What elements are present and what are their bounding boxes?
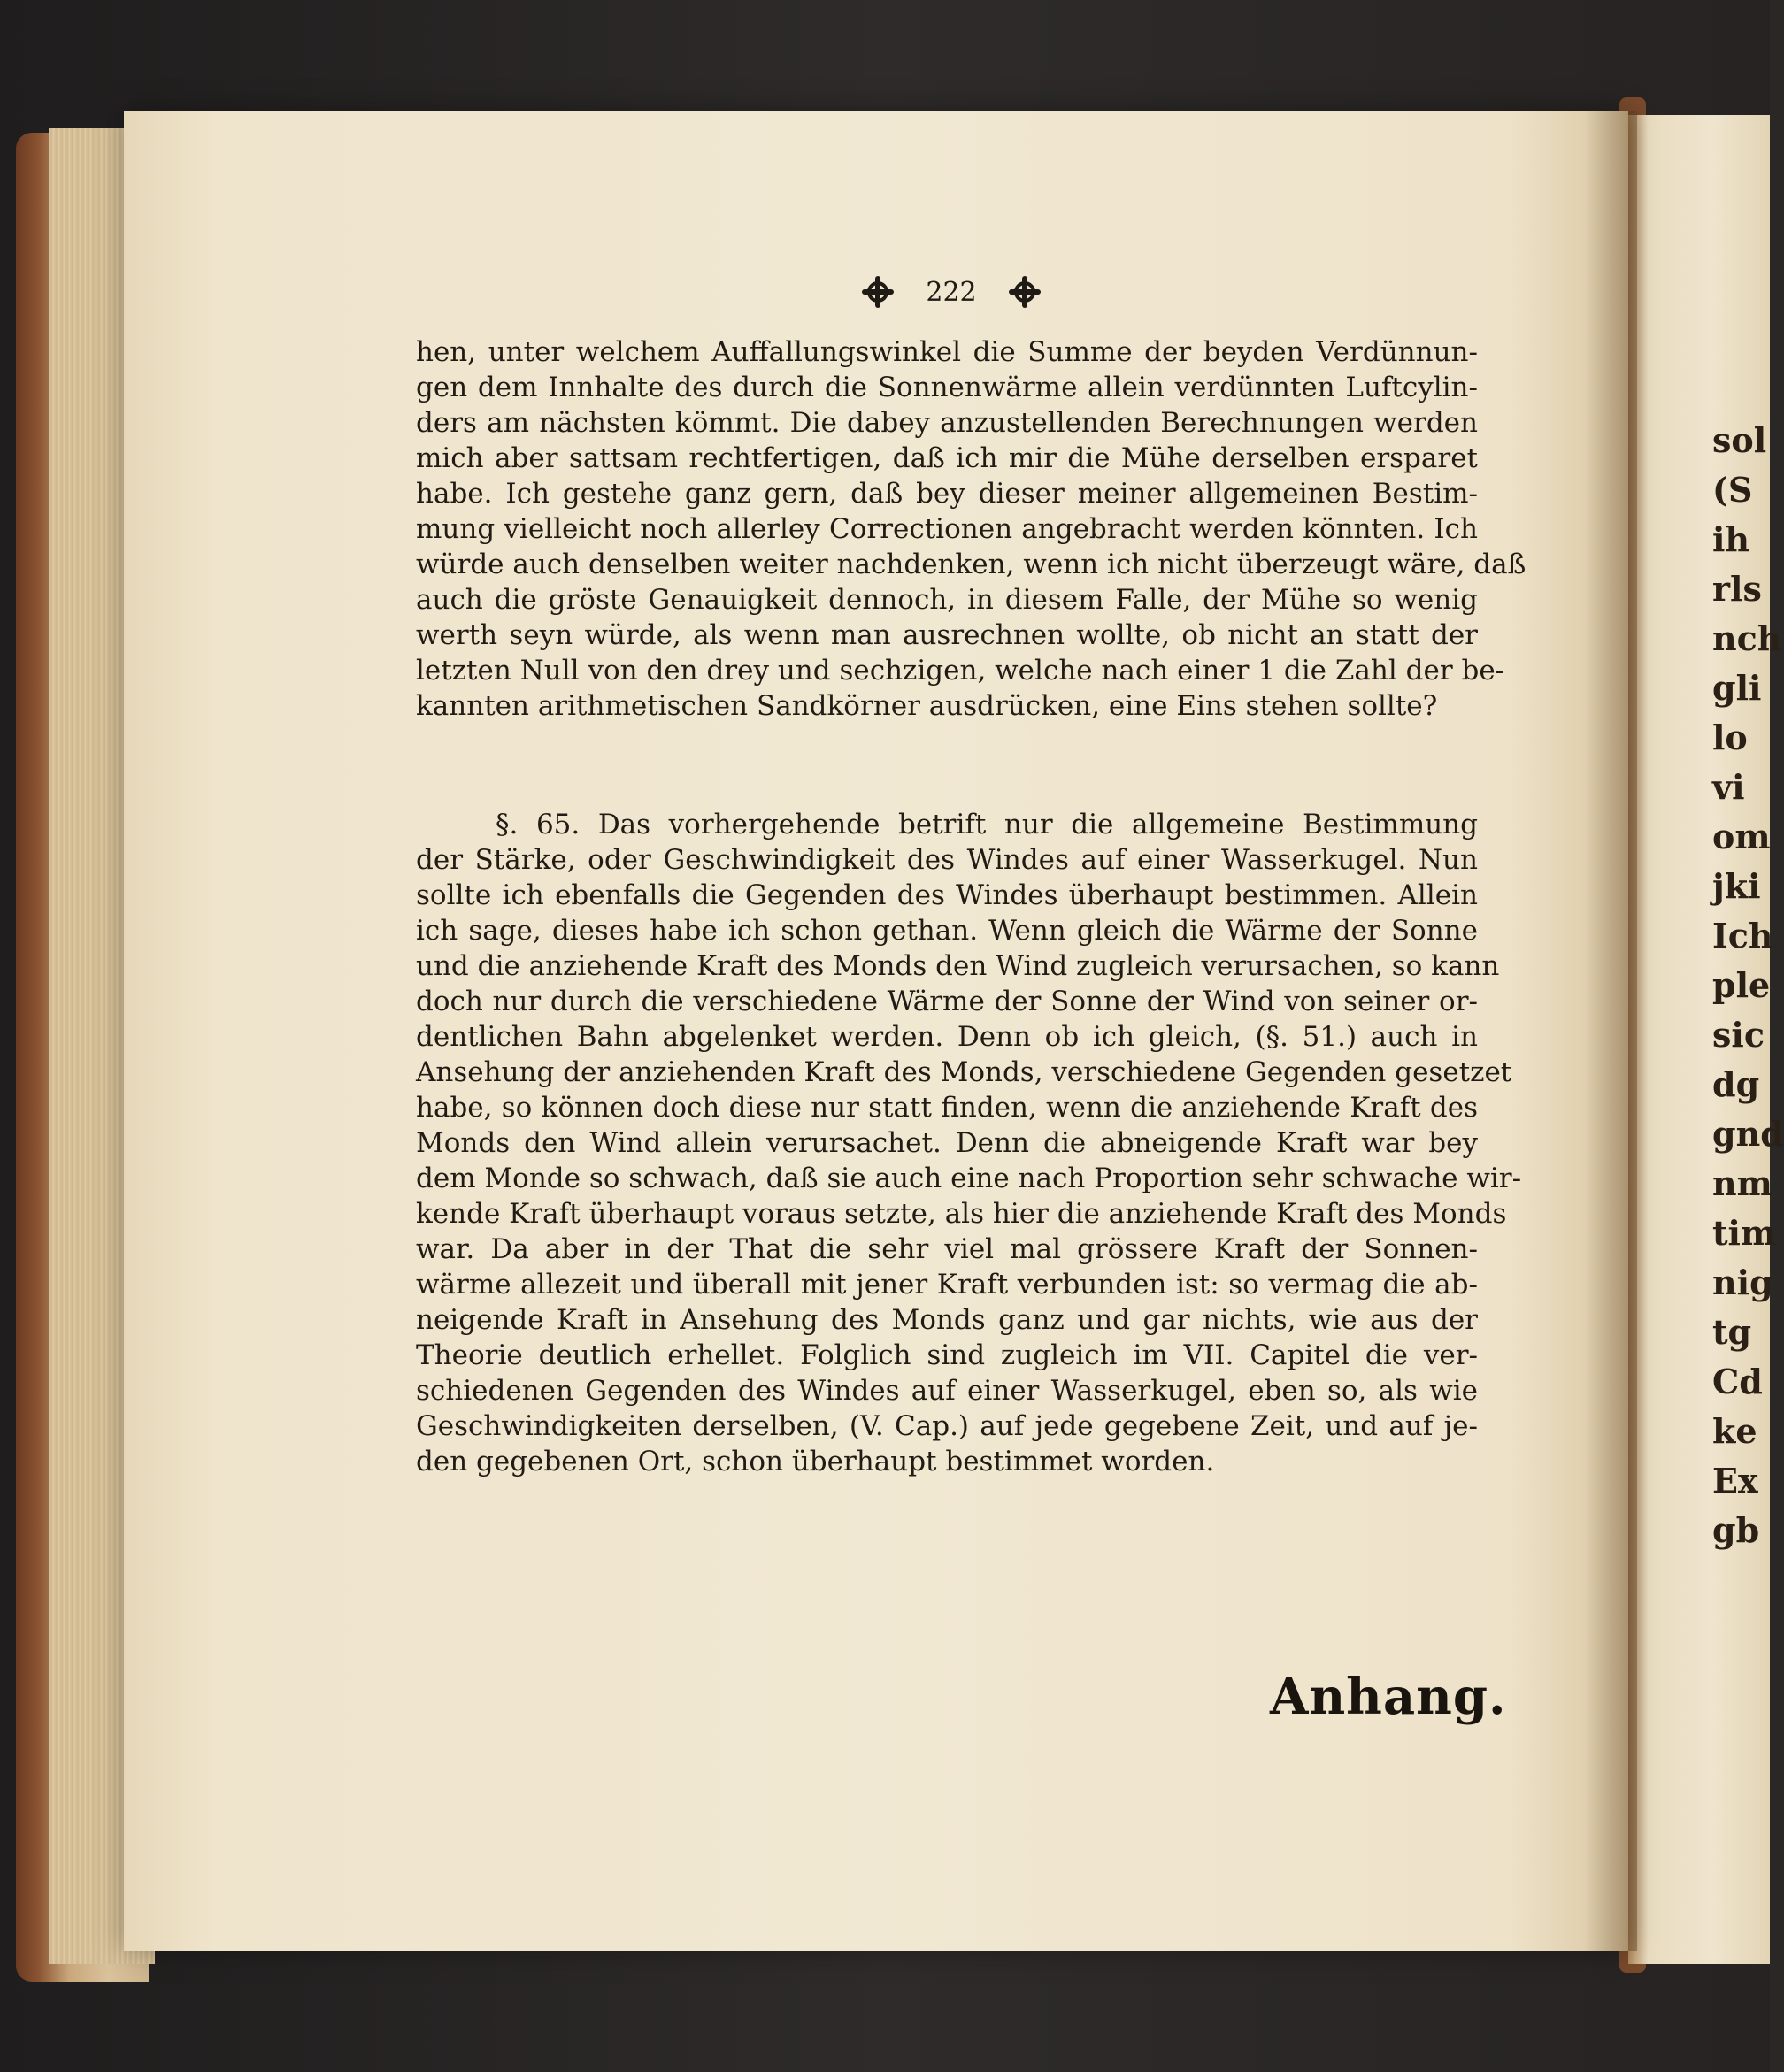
facing-fragment: Cd [1712,1362,1763,1401]
text-line: hen, unter welchem Auffallungswinkel die Summe der beyden Verdünnun- [416,336,1478,368]
gutter-shadow [1584,111,1637,1951]
facing-fragment: (S [1712,470,1753,510]
facing-fragment: nch [1712,618,1782,658]
facing-fragment: ke [1712,1411,1757,1451]
text-line: Monds den Wind allein verursachet. Denn die abneigende Kraft war bey [416,1127,1478,1159]
text-line: Theorie deutlich erhellet. Folglich sind zugleich im VII. Capitel die ver- [416,1339,1478,1371]
facing-fragment: tg [1712,1312,1752,1352]
text-line: war. Da aber in der That die sehr viel mal grössere Kraft der Sonnen- [416,1233,1478,1265]
facing-fragment: vi [1712,767,1745,807]
facing-fragment: lo [1712,718,1748,757]
facing-fragment: om [1712,817,1771,856]
text-line: kannten arithmetischen Sandkörner ausdrücken, eine Eins stehen sollte? [416,690,1438,722]
catchword: Anhang. [1270,1668,1507,1726]
facing-fragment: ple [1712,965,1771,1005]
text-line: mich aber sattsam rechtfertigen, daß ich mir die Mühe derselben ersparet [416,442,1478,474]
facing-page-text [1712,416,1784,1555]
facing-fragment: Ich [1712,916,1773,955]
text-line: würde auch denselben weiter nachdenken, wenn ich nicht überzeugt wäre, daß [416,549,1526,580]
facing-fragment: jki [1712,866,1761,906]
text-line: letzten Null von den drey und sechzigen, welche nach einer 1 die Zahl der be- [416,655,1505,687]
facing-fragment: sol [1712,420,1767,460]
facing-fragment: Ex [1712,1461,1758,1500]
facing-fragment: dg [1712,1064,1760,1104]
text-line: habe, so können doch diese nur statt finden, wenn die anziehende Kraft des [416,1092,1478,1124]
text-line: auch die gröste Genauigkeit dennoch, in diesem Falle, der Mühe so wenig [416,584,1478,616]
text-line: dem Monde so schwach, daß sie auch eine nach Proportion sehr schwache wir- [416,1163,1522,1194]
text-line: kende Kraft überhaupt voraus setzte, als hier die anziehende Kraft des Monds [416,1198,1507,1230]
text-line: gen dem Innhalte des durch die Sonnenwärme allein verdünnten Luftcylin- [416,372,1478,403]
facing-fragment: gb [1712,1510,1760,1550]
text-line: wärme allezeit und überall mit jener Kraft verbunden ist: so vermag die ab- [416,1269,1478,1301]
text-line: Ansehung der anziehenden Kraft des Monds, verschiedene Gegenden gesetzet [416,1056,1512,1088]
text-line: werth seyn würde, als wenn man ausrechnen wollte, ob nicht an statt der [416,619,1478,651]
facing-fragment: rls [1712,569,1762,609]
text-line: sollte ich ebenfalls die Gegenden des Windes überhaupt bestimmen. Allein [416,879,1478,911]
ornament-icon [1009,276,1041,308]
text-line: den gegebenen Ort, schon überhaupt bestimmet worden. [416,1446,1215,1477]
text-line: dentlichen Bahn abgelenket werden. Denn ob ich gleich, (§. 51.) auch in [416,1021,1478,1053]
paragraph-1 [416,334,1526,724]
page-number: 222 [926,276,977,308]
facing-fragment: ih [1712,519,1750,559]
facing-fragment: gnd [1712,1114,1784,1154]
text-line: schiedenen Gegenden des Windes auf einer Wasserkugel, eben so, als wie [416,1375,1478,1407]
facing-fragment: nig [1712,1262,1773,1302]
text-line: habe. Ich gestehe ganz gern, daß bey dieser meiner allgemeinen Bestim- [416,478,1478,510]
text-line: neigende Kraft in Ansehung des Monds ganz und gar nichts, wie aus der [416,1304,1478,1336]
ornament-icon [862,276,894,308]
text-line: doch nur durch die verschiedene Wärme der Sonne der Wind von seiner or- [416,986,1478,1017]
text-line: ich sage, dieses habe ich schon gethan. Wenn gleich die Wärme der Sonne [416,915,1478,947]
text-line: §. 65. Das vorhergehende betrift nur die allgemeine Bestimmung [496,809,1478,840]
facing-fragment: sic [1712,1015,1765,1055]
text-line: Geschwindigkeiten derselben, (V. Cap.) auf jede gegebene Zeit, und auf je- [416,1410,1478,1442]
facing-fragment: gli [1712,668,1762,708]
facing-fragment: tim [1712,1213,1777,1253]
paragraph-2 [416,807,1522,1479]
text-line: ders am nächsten kömmt. Die dabey anzustellenden Berechnungen werden [416,407,1478,439]
text-line: mung vielleicht noch allerley Correctionen angebracht werden könnten. Ich [416,513,1478,545]
page-header [796,270,1106,314]
text-line: und die anziehende Kraft des Monds den Wind zugleich verursachen, so kann [416,950,1500,982]
text-line: der Stärke, oder Geschwindigkeit des Windes auf einer Wasserkugel. Nun [416,844,1478,876]
facing-fragment: nm [1712,1163,1772,1203]
